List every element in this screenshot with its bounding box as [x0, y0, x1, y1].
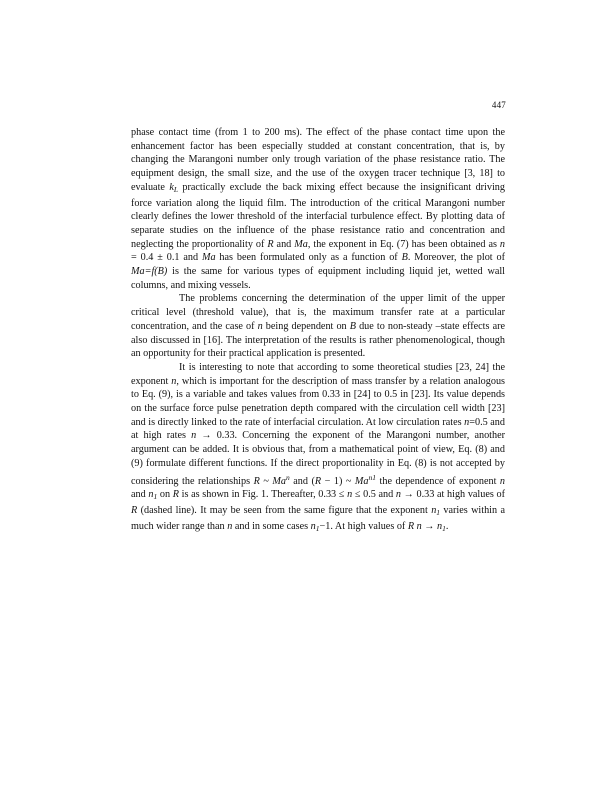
- text-run: is the same for various types of equipment including liquid jet, wetted wall columns, and mixing vessels.: [131, 266, 505, 291]
- math-superscript: n: [285, 472, 290, 482]
- math-symbol: Ma: [354, 475, 369, 487]
- math-symbol: n: [431, 504, 437, 516]
- math-symbol: n: [347, 489, 353, 501]
- text-run: (dashed line). It may be seen from the same figure that the exponent: [137, 504, 432, 516]
- math-subscript: 1: [153, 492, 158, 502]
- text-run: has been formulated only as a function of: [215, 252, 402, 264]
- text-run: and (: [289, 475, 315, 487]
- text-run: =0.5 and at high rates: [131, 416, 505, 442]
- math-symbol: n: [227, 520, 233, 532]
- math-symbol: R: [172, 489, 179, 501]
- math-superscript: n1: [368, 472, 376, 482]
- text-run: It is interesting to note that according to some theoretical studies [23, 24] the exponent: [131, 361, 505, 387]
- text-run: due to non-steady –state effects are also discussed in [16]. The interpretation of the results is rather phenomenological, though an opportunity for their practical application is presented.: [131, 320, 506, 360]
- text-run: ~: [259, 475, 273, 487]
- math-symbol: n: [395, 489, 401, 501]
- paragraph-3: [131, 361, 505, 535]
- math-symbol: n: [191, 430, 197, 442]
- math-symbol: n: [171, 375, 177, 387]
- paragraph-2: [131, 292, 505, 361]
- text-run: being dependent on: [262, 320, 350, 332]
- math-subscript: 1: [315, 523, 320, 533]
- text-run: − 1) ~: [321, 475, 355, 487]
- math-symbol: B: [349, 320, 356, 332]
- text-run: −1. At high values of: [319, 520, 408, 532]
- text-run: . Moreover, the plot of: [407, 252, 506, 264]
- math-symbol: R: [267, 238, 274, 250]
- text-run: , the exponent in Eq. (7) has been obtained as: [307, 238, 500, 250]
- math-symbol: R: [131, 504, 138, 516]
- math-symbol: R: [314, 475, 322, 487]
- body-text: [131, 126, 505, 535]
- math-symbol: Ma: [201, 252, 216, 264]
- math-symbol: Ma: [272, 475, 286, 487]
- text-run: varies within a much wider range than: [131, 504, 505, 532]
- math-symbol: B: [401, 252, 408, 264]
- math-symbol: Ma=f(B): [131, 266, 168, 278]
- text-run: = 0.4 ± 0.1 and: [131, 252, 202, 264]
- text-run: ≤ 0.5 and: [352, 489, 396, 501]
- math-symbol: Ma: [294, 238, 308, 250]
- math-subscript: 1: [442, 523, 446, 533]
- text-run: the dependence of exponent: [376, 475, 500, 487]
- text-run: →: [421, 520, 438, 532]
- math-symbol: n: [464, 416, 470, 428]
- math-symbol: n: [499, 475, 506, 487]
- math-symbol: R: [407, 520, 415, 532]
- text-run: → 0.33 at high values of: [400, 489, 505, 501]
- text-run: and: [273, 238, 295, 250]
- math-symbol: n: [499, 238, 505, 250]
- page-number: 447: [491, 100, 506, 110]
- text-run: practically exclude the back mixing effect because the insignificant driving force variation along the liquid film. The introduction of the critical Marangoni number clearly defines the lower threshold of the interfacial turbulence effect. By plotting data of separate studies on the influence of the phase resistance ratio and concentration and neglecting the proportionality of: [131, 181, 505, 250]
- math-subscript: 1: [436, 507, 441, 517]
- math-subscript: L: [173, 184, 179, 194]
- text-run: is as shown in Fig. 1. Thereafter, 0.33 ≤: [179, 489, 348, 501]
- text-run: .: [445, 520, 449, 532]
- math-symbol: n: [416, 520, 422, 532]
- text-run: and: [131, 489, 149, 501]
- math-symbol: n: [437, 520, 443, 532]
- math-symbol: n: [148, 489, 154, 501]
- text-run: The problems concerning the determination of the upper limit of the upper critical level (threshold value), that is, the maximum transfer rate at a particular concentration, and the case of: [131, 293, 505, 332]
- text-run: and in some cases: [232, 520, 311, 532]
- text-run: phase contact time (from 1 to 200 ms). The effect of the phase contact time upon the enhancement factor has been especially studded at constant concentration, that is, by changing the Marangoni number only trough variation of the phase resistance ratio. The equipment design, the small size, and the use of the oxygen tracer technique [3, 18] to evaluate: [131, 127, 505, 193]
- math-symbol: R: [253, 475, 260, 487]
- text-run: , which is important for the description of mass transfer by a relation analogous to Eq. (9), is a variable and takes values from 0.33 in [24] to 0.5 in [23]. Its value depends on the surface force pulse penetration depth compared with the circulation cell width [23] and is directly linked to the rate of interfacial circulation. At low circulation rates: [131, 375, 506, 428]
- math-symbol: n: [310, 520, 316, 532]
- text-run: → 0.33. Concerning the exponent of the Marangoni number, another argument can be added. It is obvious that, from a mathematical point of view, Eq. (8) and (9) formulate different functions. If the direct proportionality in Eq. (8) is not accepted by considering the relationships: [131, 430, 505, 487]
- math-symbol: k: [169, 181, 174, 193]
- math-symbol: n: [257, 320, 263, 332]
- paragraph-1: [131, 126, 505, 292]
- text-run: on: [157, 489, 173, 501]
